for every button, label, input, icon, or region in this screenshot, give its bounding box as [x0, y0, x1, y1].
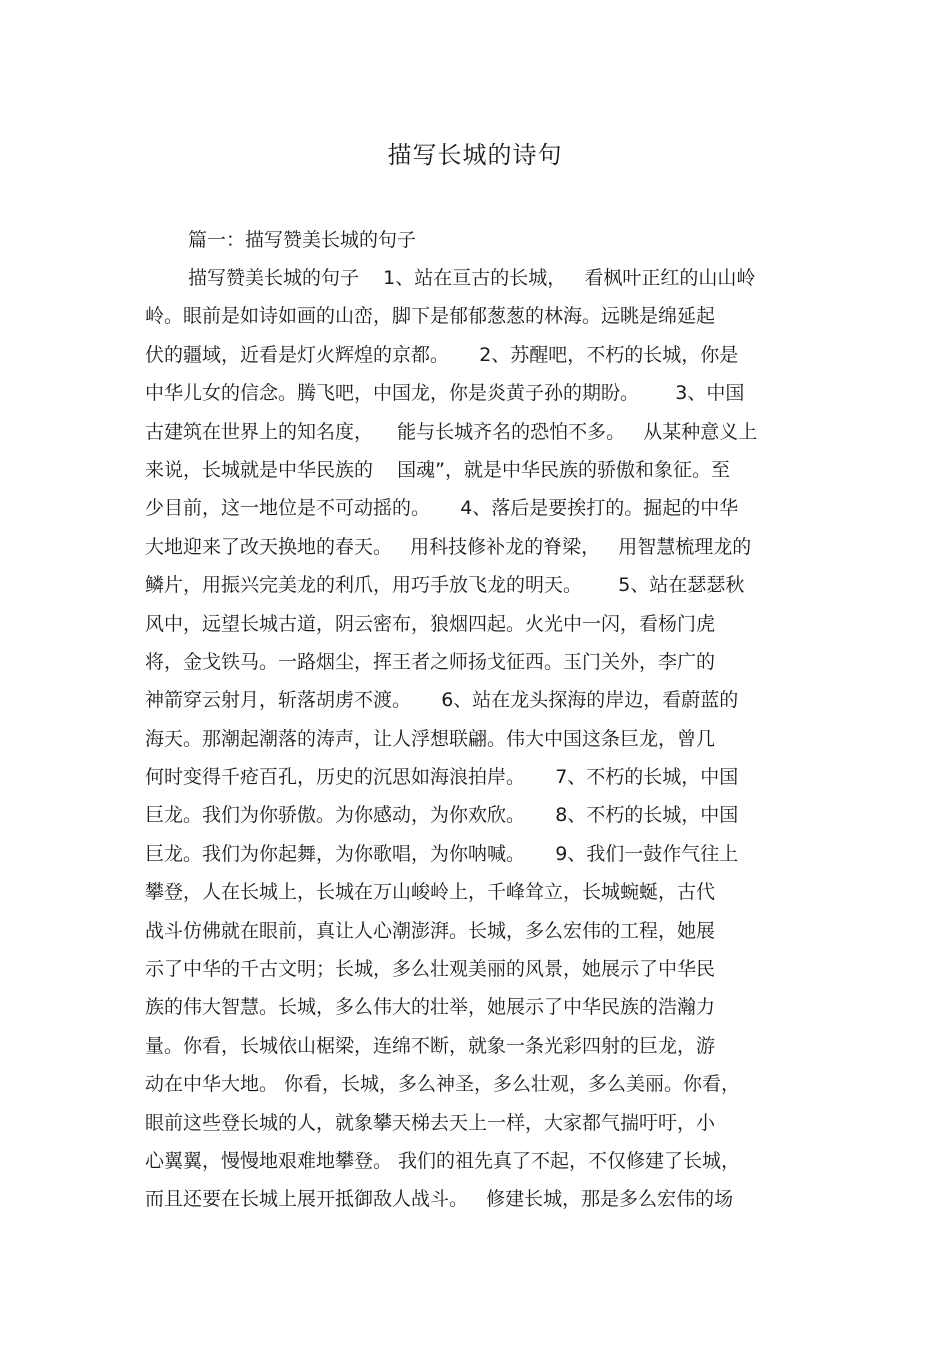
body-line: 大地迎来了改天换地的春天。 用科技修补龙的脊梁， 用智慧梳理龙的 — [145, 535, 752, 558]
body-line: 风中，远望长城古道，阴云密布，狼烟四起。火光中一闪，看杨门虎 — [145, 612, 716, 635]
body-line: 示了中华的千古文明；长城，多么壮观美丽的风景，她展示了中华民 — [145, 958, 716, 981]
body-line: 描写赞美长城的句子 1、站在亘古的长城， 看枫叶正红的山山岭 — [188, 267, 756, 289]
body-line: 何时变得千疮百孔，历史的沉思如海浪拍岸。 7、不朽的长城，中国 — [145, 766, 739, 789]
body-line: 巨龙。我们为你起舞，为你歌唱，为你呐喊。 9、我们一鼓作气往上 — [145, 842, 739, 865]
body-line: 战斗仿佛就在眼前，真让人心潮澎湃。长城，多么宏伟的工程，她展 — [145, 919, 716, 942]
document-title: 描写长城的诗句 — [387, 141, 563, 169]
body-line: 中华儿女的信念。腾飞吧，中国龙，你是炎黄子孙的期盼。 3、中国 — [145, 382, 745, 405]
section-heading: 篇一：描写赞美长城的句子 — [188, 229, 417, 251]
body-line: 量。你看，长城依山椐梁，连绵不断，就象一条光彩四射的巨龙，游 — [145, 1034, 716, 1057]
body-line: 伏的疆域，近看是灯火辉煌的京都。 2、苏醒吧，不朽的长城，你是 — [145, 343, 739, 366]
body-text — [145, 264, 815, 1224]
body-line: 海天。那潮起潮落的涛声，让人浮想联翩。伟大中国这条巨龙，曾几 — [145, 727, 716, 750]
body-line: 而且还要在长城上展开抵御敌人战斗。 修建长城，那是多么宏伟的场 — [145, 1188, 734, 1211]
body-line: 巨龙。我们为你骄傲。为你感动，为你欢欣。 8、不朽的长城，中国 — [145, 804, 739, 827]
body-line: 将，金戈铁马。一路烟尘，挥王者之师扬戈征西。玉门关外，李广的 — [145, 650, 716, 673]
body-line: 神箭穿云射月，斩落胡虏不渡。 6、站在龙头探海的岸边，看蔚蓝的 — [145, 689, 739, 712]
body-line: 来说，长城就是中华民族的 国魂”，就是中华民族的骄傲和象征。至 — [145, 458, 731, 481]
body-line: 鳞片，用振兴完美龙的利爪，用巧手放飞龙的明天。 5、站在瑟瑟秋 — [145, 574, 745, 597]
body-line: 岭。眼前是如诗如画的山峦，脚下是郁郁葱葱的林海。远眺是绵延起 — [145, 305, 716, 328]
body-line: 动在中华大地。 你看，长城，多么神圣，多么壮观，多么美丽。你看， — [145, 1073, 741, 1096]
body-line: 眼前这些登长城的人，就象攀天梯去天上一样，大家都气揣吁吁，小 — [145, 1111, 716, 1134]
body-line: 心翼翼，慢慢地艰难地攀登。 我们的祖先真了不起，不仅修建了长城， — [145, 1149, 741, 1172]
body-line: 攀登，人在长城上，长城在万山峻岭上，千峰耸立，长城蜿蜒，古代 — [145, 881, 716, 904]
body-line: 古建筑在世界上的知名度， 能与长城齐名的恐怕不多。 从某种意义上 — [145, 420, 758, 443]
body-line: 族的伟大智慧。长城，多么伟大的壮举，她展示了中华民族的浩瀚力 — [145, 996, 716, 1019]
body-line: 少目前，这一地位是不可动摇的。 4、落后是要挨打的。掘起的中华 — [145, 497, 739, 520]
